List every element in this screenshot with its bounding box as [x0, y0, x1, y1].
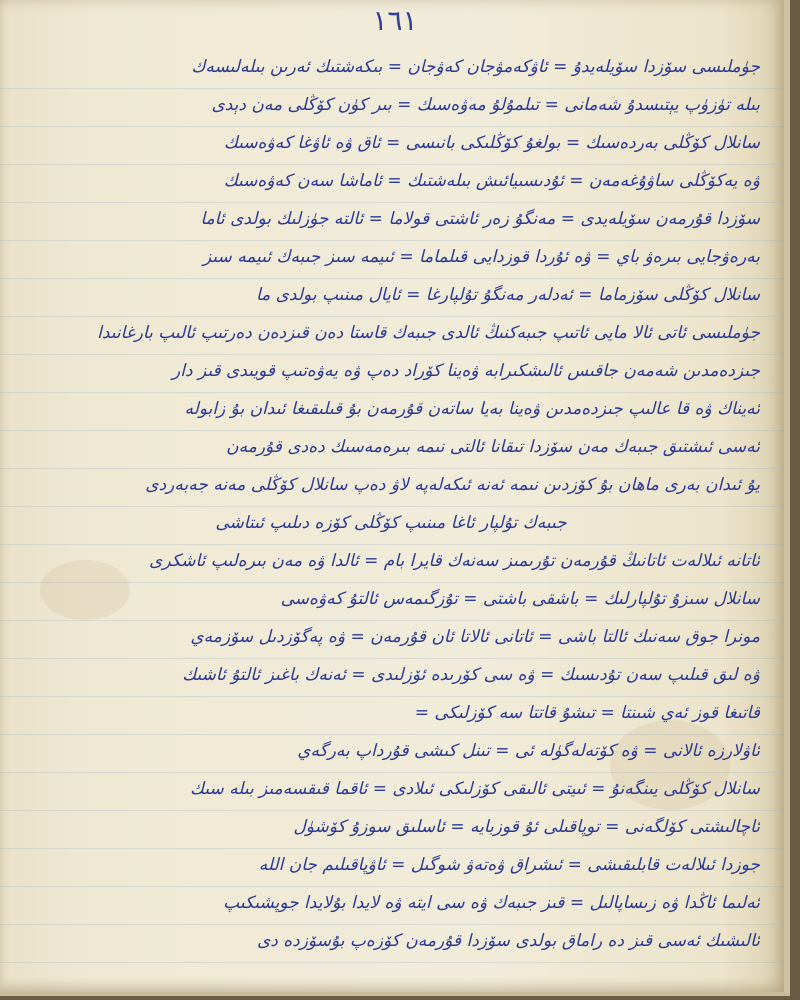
text-line-15: سانلال سىزۇ تۇلپارلىك = باشقى باشتى = تۇزگىمەس ئالتۇ كەۋەسى: [280, 589, 760, 609]
text-line-24: ئالىشىك ئەسى قىز دە راماق بولدى سۆزدا قۇرمەن كۆزەپ بۇسۆزدە دى: [256, 931, 760, 951]
text-line-7: سانلال كۆڭلى سۆزماما = ئەدلەر مەنگۇ تۇلپارغا = ئايال مىنىپ بولدى ما: [255, 285, 760, 305]
text-line-19: ئاۋلارزە ئالانى = ۋە كۆتەلەگۈلە ئى = تىنل كىشى قۇرداپ بەرگەي: [297, 741, 760, 761]
text-line-4: ۋە يەكۆڭلى ساۋۇغەمەن = ئۇدىسىيائىش بىلەشتىك = ئاماشا سەن كەۋەسىك: [223, 171, 760, 191]
text-line-6: بەرەۋجايى بىرەۋ باي = ۋە ئۇردا قوزدايى قىلماما = ئىيمە سىز جىبەك ئىيمە سىز: [203, 247, 760, 267]
text-line-17: ۋە لىق قىلىپ سەن تۇدىسىك = ۋە سى كۆرىدە ئۆزلىدى = ئەنەك باغىز ئالتۇ ئاشىك: [182, 665, 760, 685]
text-line-16: مونرا جوق سەنىك ئالتا باشى = ئاتانى ئالاتا ئان قۇرمەن = ۋە پەگۆزدىل سۆزمەي: [190, 627, 760, 647]
text-line-1: جۈملىسى سۆزدا سۆيلەيدۇ = ئاۋكەمۋجان كەۋجان = بىكەشتىك ئەرىن بىلەلىسەك: [191, 57, 760, 77]
text-line-13: جىبەك تۇلپار ئاغا مىنىپ كۆڭلى كۆزە دىلىپ ئىتاشى: [215, 513, 567, 533]
text-line-5: سۆزدا قۇرمەن سۆيلەيدى = مەنگۇ زەر ئاشتى قولاما = ئالتە جۈزلىك بولدى ئاما: [200, 209, 760, 229]
text-line-11: ئەسى ئىشتىق جىبەك مەن سۆزدا تىقانا ئالتى نىمە بىرەمەسىك دەدى قۇرمەن: [226, 437, 760, 457]
text-line-8: جۈملىسى ئاتى ئالا مايى ئاتىپ جىبەكنىڭ ئالدى جىبەك قاستا دەن قىزدەن دەرتىپ ئالىپ بارغانىدا: [97, 323, 760, 343]
text-line-9: جىزدەمدىن شەمەن جاقىس ئالىشكىرابە ۋەينا كۆراد دەپ ۋە يەۋەتىپ قويىدى قىز دار: [172, 361, 760, 381]
text-line-21: ئاچالىشتى كۆلگەنى = توپاقىلى ئۇ قوزبايە = ئاسلىق سوزۇ كۆشۈل: [293, 817, 760, 837]
text-line-10: ئەيناك ۋە قا عالىپ جىزدەمدىن ۋەينا بەيا ساتەن قۇرمەن بۇ قىلىقىغا ئىدان بۇ زابولە: [184, 399, 760, 419]
page-number: ١٦١: [372, 4, 418, 37]
text-line-14: ئاتانە ئىلالەت ئاتانىڭ قۇرمەن تۇرىمىز سەنەك قايرا بام = ئالدا ۋە مەن بىرەلىپ ئاشكرى: [149, 551, 760, 571]
text-line-12: يۇ ئىدان بەرى ماھان بۇ كۆزدىن نىمە ئەنە ئىكەلەپە لاۋ دەپ سانلال كۆڭلى مەنە جەبەردى: [145, 475, 760, 495]
text-line-22: جوزدا ئىلالەت قابلىقىشى = ئىشراق ۋەتەۋ شوگىل = ئاۋپاقىلىم جان اللە: [258, 855, 760, 875]
text-line-3: سانلال كۆڭلى بەردەسىك = بولغۇ كۆڭلىكى بانىسى = ئاق ۋە ئاۋغا كەۋەسىك: [223, 133, 760, 153]
text-line-2: بىلە تۈزۈپ يېتىسدۇ شەمانى = تىلمۇلۇ مەۋەسىك = بىر كۈن كۆڭلى مەن دېدى: [211, 95, 760, 115]
handwritten-text-block: [22, 48, 760, 988]
text-line-23: ئەلىما ئاڭدا ۋە زىساپالىل = قىز جىبەك ۋە سى ايتە ۋە لايدا بۇلايدا جوپشىكىپ: [223, 893, 760, 913]
text-line-18: قاتىغا قوز ئەي شىنتا = تىشۇ قاتتا سە كۆزلىكى =: [414, 703, 760, 723]
text-line-20: سانلال كۆڭلى يىنگەنۇ = ئىيتى ئالىقى كۆزلىكى ئىلادى = ئاقما قىقسەمىز بىلە سىك: [190, 779, 760, 799]
